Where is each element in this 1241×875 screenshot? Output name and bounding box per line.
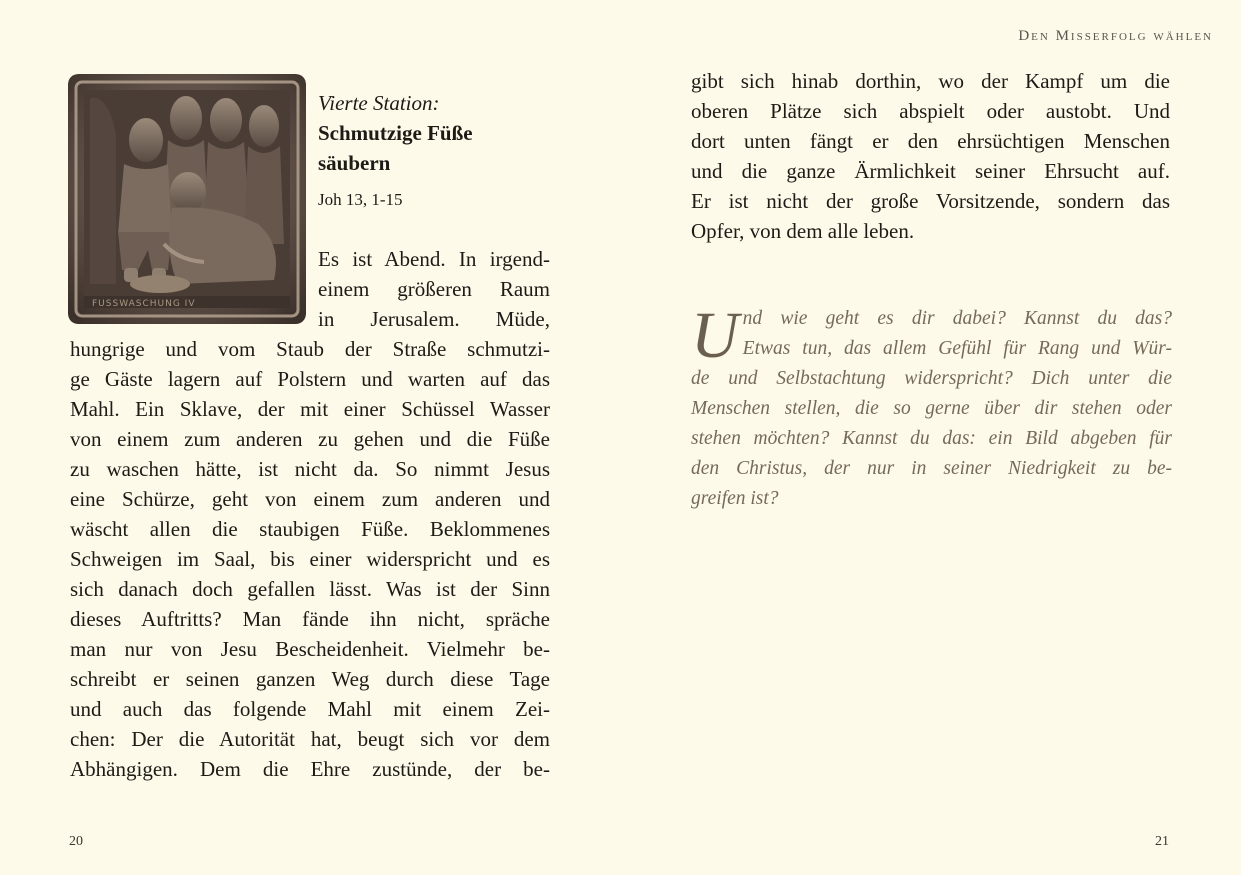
- text-line-last: Opfer, von dem alle leben.: [691, 219, 915, 243]
- reflection-line-last: greifen ist?: [691, 488, 779, 509]
- reflection-block: [691, 299, 1172, 514]
- reflection-line: nd wie geht es dir dabei? Kannst du das?: [742, 308, 1172, 329]
- text-line: wäscht allen die staubigen Füße. Beklommenes: [70, 517, 550, 541]
- reflection-line: den Christus, der nur in seiner Niedrigkeit zu be-: [691, 458, 1172, 479]
- text-line: hungrige und vom Staub der Straße schmutzi-: [70, 337, 550, 361]
- station-title-line1: Schmutzige Füße: [318, 121, 473, 145]
- reflection-line: de und Selbstachtung widerspricht? Dich unter die: [691, 368, 1172, 389]
- station-heading: [318, 88, 558, 210]
- text-line: und die ganze Ärmlichkeit seiner Ehrsucht auf.: [691, 159, 1170, 183]
- text-line: dort unten fängt er den ehrsüchtigen Menschen: [691, 129, 1170, 153]
- reflection-line: stehen möchten? Kannst du das: ein Bild abgeben für: [691, 428, 1172, 449]
- scripture-reference: Joh 13, 1-15: [318, 190, 403, 209]
- text-line: sich danach doch gefallen lässt. Was ist der Sinn: [70, 577, 550, 601]
- left-page: [0, 0, 620, 875]
- text-line: eine Schürze, geht von einem zum anderen und: [70, 487, 550, 511]
- station-kicker: Vierte Station:: [318, 91, 440, 115]
- text-line: Es ist Abend. In irgend-: [318, 247, 550, 271]
- text-line: ge Gäste lagern auf Polstern und warten auf das: [70, 367, 550, 391]
- text-line: dieses Auftritts? Man fände ihn nicht, spräche: [70, 607, 550, 631]
- text-line: Abhängigen. Dem die Ehre zustünde, der be-: [70, 757, 550, 781]
- body-text-wide: [70, 334, 550, 784]
- text-line: gibt sich hinab dorthin, wo der Kampf um die: [691, 69, 1170, 93]
- text-line: zu waschen hätte, ist nicht da. So nimmt Jesus: [70, 457, 550, 481]
- text-line: in Jerusalem. Müde,: [318, 307, 550, 331]
- body-text-narrow: [318, 244, 550, 334]
- station-title-line2: säubern: [318, 151, 391, 175]
- text-line: einem größeren Raum: [318, 277, 550, 301]
- relief-caption: FUSSWASCHUNG IV: [92, 299, 196, 309]
- running-head: Den Misserfolg wählen: [1018, 28, 1213, 44]
- reflection-line: Menschen stellen, die so gerne über dir stehen oder: [691, 398, 1172, 419]
- text-line: man nur von Jesu Bescheidenheit. Vielmehr be-: [70, 637, 550, 661]
- text-line: schreibt er seinen ganzen Weg durch diese Tage: [70, 667, 550, 691]
- text-line: und auch das folgende Mahl mit einem Zei-: [70, 697, 550, 721]
- text-line: Schweigen im Saal, bis einer widerspricht und es: [70, 547, 550, 571]
- drop-cap: U: [691, 299, 739, 372]
- text-line: oberen Plätze sich abspielt oder austobt. Und: [691, 99, 1170, 123]
- page-number-right: 21: [1155, 834, 1169, 849]
- text-line: von einem zum anderen zu gehen und die Füße: [70, 427, 550, 451]
- text-line: Mahl. Ein Sklave, der mit einer Schüssel Wasser: [70, 397, 550, 421]
- body-text-continued: [691, 66, 1170, 246]
- right-page: [620, 0, 1241, 875]
- text-line: chen: Der die Autorität hat, beugt sich vor dem: [70, 727, 550, 751]
- text-line: Er ist nicht der große Vorsitzende, sondern das: [691, 189, 1170, 213]
- relief-image: [68, 74, 306, 324]
- reflection-line: Etwas tun, das allem Gefühl für Rang und Wür-: [742, 338, 1172, 359]
- page-number-left: 20: [69, 834, 83, 849]
